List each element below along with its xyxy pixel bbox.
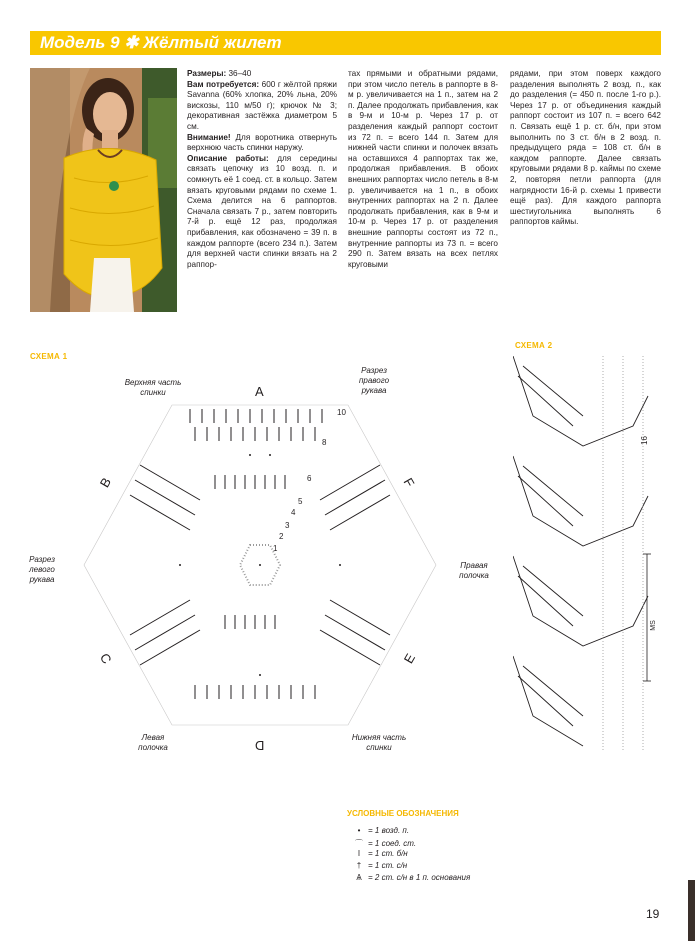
stitch-pattern — [130, 409, 390, 699]
stitch-dots — [179, 454, 341, 676]
right-sleeve-cut-label: Разрез правого рукава — [358, 366, 390, 395]
section-letter-c: C — [96, 650, 115, 667]
header-bar — [30, 31, 661, 55]
legend-item — [350, 861, 407, 870]
single-crochet-icon: I — [357, 849, 361, 858]
row-number-4: 4 — [291, 508, 296, 517]
section-letter-a: A — [255, 384, 264, 399]
sizes-label: Размеры: — [187, 69, 227, 78]
schema-1-label: СХЕМА 1 — [30, 352, 68, 361]
v-stitch-icon: Ѧ — [356, 873, 362, 882]
description-paragraph — [187, 154, 337, 271]
legend-text: = 1 ст. б/н — [368, 849, 408, 858]
row-number-8: 8 — [322, 438, 327, 447]
page-title: Модель 9 ✱ Жёлтый жилет — [40, 33, 282, 52]
attention-paragraph — [187, 133, 337, 154]
schema-2-label: СХЕМА 2 — [515, 341, 553, 350]
double-crochet-icon: † — [356, 861, 362, 870]
schema-2-rapport: МS — [649, 620, 657, 631]
article-column-3 — [510, 69, 661, 228]
legend-title: УСЛОВНЫЕ ОБОЗНАЧЕНИЯ — [347, 809, 459, 818]
left-front-label: Левая полочка — [138, 733, 168, 752]
legend-text: = 1 возд. п. — [368, 826, 410, 835]
schema-2-diagram — [513, 356, 653, 751]
chain-stitch-icon: • — [357, 826, 361, 835]
model-photo — [30, 68, 177, 312]
legend-text: = 1 соед. ст. — [368, 839, 417, 848]
schema-2-row-16: 16 — [639, 436, 649, 445]
section-letter-e: E — [400, 650, 418, 667]
section-letter-f: F — [400, 475, 418, 490]
slip-stitch-icon: ⌒ — [355, 839, 363, 848]
legend-item — [350, 838, 416, 849]
attention-label: Внимание! — [187, 132, 231, 142]
legend-text: = 1 ст. с/н — [368, 861, 408, 870]
column-2-text: тах прямыми и обратными рядами, при этом число петель в раппорте в 8-м р. увеличивается на 1 п., затем на 2 п. Далее продолжать прибавления, как в 9-м и 10-м р. Через 17 р. от разделения каждый раппорт состоит из 72 п. = всего 144 п. Затем для нижней части спинки и полочек вязать на оставшихся 4 раппортах так же, продолжая прибавления. В обоих внешних раппортах число петель в 8-м р. увеличивается на 1 п., в обоих внутренних раппортах на 2 п. Далее продолжать прибавления, как в 9-м и 10-м р. Через 17 р. от разделения внешние раппорты состоят из 72 п., внутренние раппорты из 73 п. = всего 290 п. Затем вязать на всех петлях круговыми — [348, 69, 498, 269]
legend-text: = 2 ст. с/н в 1 п. основания — [368, 873, 471, 882]
description-text: для середины связать цепочку из 10 возд. п. и сомкнуть её 1 соед. ст. в кольцо. Затем вязать круговыми рядами по схеме 1. Схема делится на 6 раппортов. Сначала связать 7 р., затем повторить 7-й р. ещё 12 раз, продолжая прибавления, как обозначено = 39 п. в каждом раппорте (всего 234 п.). Затем для верхней части спинки вязать на 2 раппор- — [187, 153, 338, 269]
legend-item — [350, 849, 408, 858]
left-sleeve-cut-label: Разрез левого рукава — [29, 555, 55, 584]
lower-back-label: Нижняя часть спинки — [351, 733, 407, 752]
page-edge-decoration — [688, 880, 695, 941]
row-number-5: 5 — [298, 497, 303, 506]
description-label: Описание работы: — [187, 153, 269, 163]
upper-back-label: Верхняя часть спинки — [124, 378, 182, 397]
row-number-3: 3 — [285, 521, 290, 530]
legend-item — [350, 873, 470, 882]
row-number-10: 10 — [337, 408, 346, 417]
sizes-text: 36–40 — [226, 69, 252, 78]
article-column-1 — [187, 69, 337, 270]
section-letter-d: D — [255, 738, 265, 753]
materials-label: Вам потребуется: — [187, 79, 260, 89]
right-front-label: Правая полочка — [459, 561, 489, 580]
page-number: 19 — [646, 907, 660, 921]
article-column-2 — [348, 69, 498, 270]
row-number-2: 2 — [279, 532, 284, 541]
materials-text: 600 г жёлтой пряжи Savanna (60% хлопка, 20% льна, 20% вискозы, 110 м/50 г); крючок № 3; декоративная застёжка диаметром 5 см. — [187, 79, 337, 131]
legend-item — [350, 826, 409, 835]
row-number-6: 6 — [307, 474, 312, 483]
section-letter-b: B — [96, 474, 114, 491]
attention-text: Для воротника отвернуть верхнюю часть спинки наружу. — [187, 132, 337, 153]
column-3-text: рядами, при этом поверх каждого разделения выполнять 2 возд. п., как до разделения (= 450 п. после 1-го р.). Через 17 р. от объединения каждый раппорт состоит из 107 п. = всего 642 п. Связать ещё 1 р. ст. б/н, при этом выполнить по 3 ст. б/н в 2 возд. п. предыдущего ряда = 108 ст. б/н в каждом раппорте. Далее связать круговыми рядами 8 р. каймы по схеме 2, повторяя петли раппорта (для нагрядности 16-й р. схемы 1 привести ещё раз). Для каждого раппорта шестиугольника выполнять 6 раппортов каймы. — [510, 69, 661, 227]
sizes-paragraph — [187, 69, 337, 80]
schema-1-diagram — [80, 395, 440, 735]
row-number-1: 1 — [273, 544, 278, 553]
materials-paragraph — [187, 80, 337, 133]
